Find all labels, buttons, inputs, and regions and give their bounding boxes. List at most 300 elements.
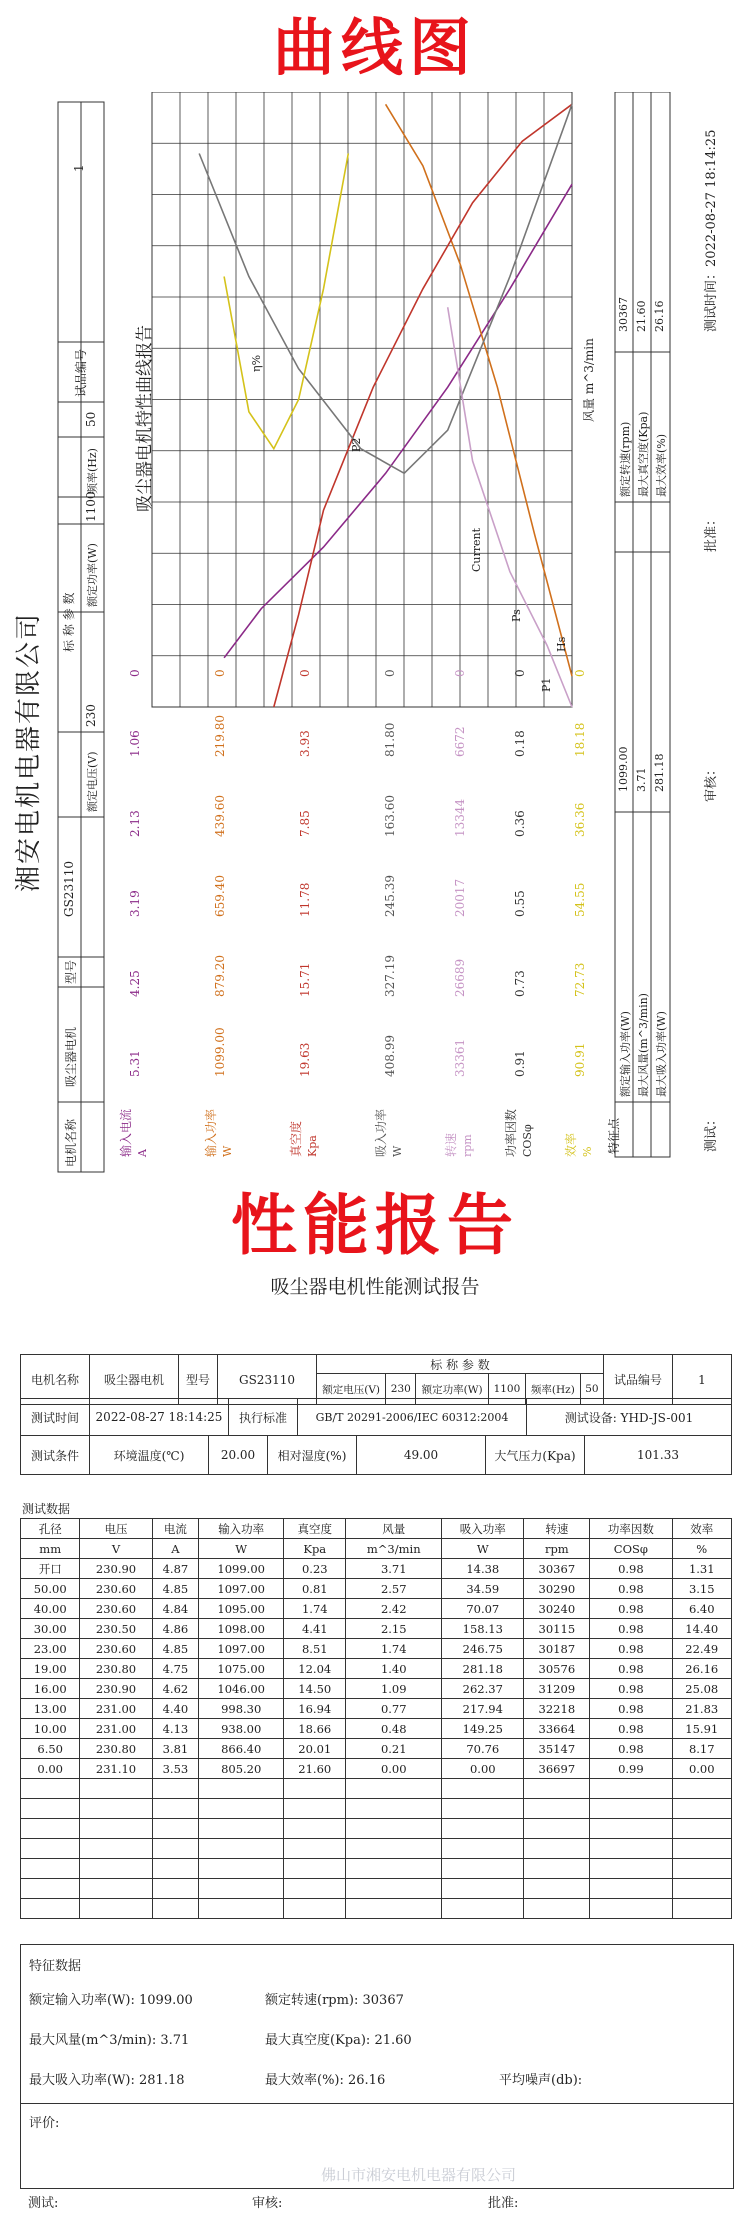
label-rated-power: 额定功率(W) xyxy=(86,543,99,607)
table-row xyxy=(21,1679,732,1699)
empty-cell xyxy=(199,1799,284,1819)
label-humidity: 相对湿度(%) xyxy=(268,1436,357,1475)
table-cell: 0.23 xyxy=(284,1559,346,1579)
col-unit: W xyxy=(199,1539,284,1559)
col-header: 电流 xyxy=(152,1519,199,1539)
curve-cell: 0 xyxy=(128,669,142,677)
curve-cell: 219.80 xyxy=(213,715,227,757)
label-condition: 测试条件 xyxy=(21,1436,90,1475)
table-cell: 50.00 xyxy=(21,1579,80,1599)
table-cell: 0.21 xyxy=(346,1739,442,1759)
empty-row xyxy=(21,1879,732,1899)
empty-cell xyxy=(524,1799,590,1819)
table-cell: 230.50 xyxy=(80,1619,152,1639)
table-cell: 1.74 xyxy=(284,1599,346,1619)
label-ambient: 环境温度(℃) xyxy=(90,1436,209,1475)
curve-cell: 3.93 xyxy=(298,730,312,757)
table-cell: 15.91 xyxy=(672,1719,731,1739)
table-cell: 40.00 xyxy=(21,1599,80,1619)
curve-cell: 163.60 xyxy=(383,795,397,837)
value-model: GS23110 xyxy=(62,861,76,917)
curve-cell: 879.20 xyxy=(213,955,227,997)
curve-cell: 0 xyxy=(513,669,527,677)
curve-cell: 11.78 xyxy=(298,882,312,917)
curve-label-ps: Ps xyxy=(510,609,523,622)
col-unit: COSφ xyxy=(590,1539,672,1559)
empty-cell xyxy=(284,1819,346,1839)
curve-cell: 36.36 xyxy=(573,802,587,837)
feature-value: 281.18 xyxy=(653,753,666,792)
table-cell: 217.94 xyxy=(442,1699,524,1719)
empty-row xyxy=(21,1859,732,1879)
feature-noise: 平均噪声(db): xyxy=(499,2073,583,2088)
feature-value: 1099.00 xyxy=(617,746,630,792)
curve-cell: 2.13 xyxy=(128,810,142,837)
test-data-table xyxy=(20,1518,732,1919)
col-unit: W xyxy=(442,1539,524,1559)
feature-rated-speed: 额定转速(rpm): 30367 xyxy=(265,1993,404,2008)
feature-value: 30367 xyxy=(617,297,630,332)
empty-cell xyxy=(442,1819,524,1839)
table-cell: 33664 xyxy=(524,1719,590,1739)
empty-cell xyxy=(80,1819,152,1839)
empty-cell xyxy=(152,1879,199,1899)
table-cell: 30240 xyxy=(524,1599,590,1619)
table-cell: 30367 xyxy=(524,1559,590,1579)
table-cell: 31209 xyxy=(524,1679,590,1699)
table-row xyxy=(21,1759,732,1779)
empty-cell xyxy=(21,1819,80,1839)
col-unit: Kpa xyxy=(284,1539,346,1559)
empty-cell xyxy=(672,1839,731,1859)
curve-col-unit: % xyxy=(581,1146,594,1157)
curve-label-eta: η% xyxy=(250,354,263,372)
table-cell: 25.08 xyxy=(672,1679,731,1699)
label-rated-voltage: 额定电压(V) xyxy=(86,751,99,812)
curve-P1 xyxy=(448,307,572,707)
value-humidity: 49.00 xyxy=(357,1436,486,1475)
curve-cell: 0 xyxy=(213,669,227,677)
table-cell: 149.25 xyxy=(442,1719,524,1739)
test-data-label: 测试数据 xyxy=(22,1502,71,1516)
table-cell: 32218 xyxy=(524,1699,590,1719)
table-cell: 230.80 xyxy=(80,1739,152,1759)
table-cell: 8.17 xyxy=(672,1739,731,1759)
table-cell: 230.60 xyxy=(80,1639,152,1659)
curve-col-header: 吸入功率 xyxy=(374,1108,388,1157)
table-row xyxy=(21,1579,732,1599)
curve-cell: 1.06 xyxy=(128,730,142,757)
table-cell: 2.57 xyxy=(346,1579,442,1599)
curve-cell: 327.19 xyxy=(383,955,397,997)
curve-col-header: 效率 xyxy=(564,1132,578,1157)
x-axis-label: 风量 m^3/min xyxy=(582,338,596,422)
curve-col-header: 真空度 xyxy=(289,1120,303,1157)
table-cell: 4.40 xyxy=(152,1699,199,1719)
table-cell: 16.00 xyxy=(21,1679,80,1699)
table-cell: 0.98 xyxy=(590,1699,672,1719)
empty-cell xyxy=(21,1799,80,1819)
empty-cell xyxy=(672,1899,731,1919)
table-cell: 34.59 xyxy=(442,1579,524,1599)
curve-col-header: 功率因数 xyxy=(504,1108,518,1157)
curve-col-unit: Kpa xyxy=(306,1135,319,1157)
empty-cell xyxy=(21,1879,80,1899)
empty-cell xyxy=(284,1779,346,1799)
curve-cell: 54.55 xyxy=(573,882,587,917)
table-cell: 0.98 xyxy=(590,1719,672,1739)
table-cell: 230.80 xyxy=(80,1659,152,1679)
curve-col-unit: W xyxy=(391,1145,404,1157)
table-cell: 10.00 xyxy=(21,1719,80,1739)
table-cell: 866.40 xyxy=(199,1739,284,1759)
empty-row xyxy=(21,1899,732,1919)
table-cell: 998.30 xyxy=(199,1699,284,1719)
table-cell: 231.00 xyxy=(80,1699,152,1719)
comment-label: 评价: xyxy=(29,2116,60,2131)
label-sample-no: 试品编号 xyxy=(604,1355,673,1405)
empty-cell xyxy=(590,1799,672,1819)
value-device: 测试设备: YHD-JS-001 xyxy=(527,1399,732,1436)
curve-Current xyxy=(224,184,572,658)
label-model: 型号 xyxy=(179,1355,218,1405)
empty-cell xyxy=(284,1899,346,1919)
table-cell: 开口 xyxy=(21,1559,80,1579)
table-cell: 2.42 xyxy=(346,1599,442,1619)
feature-label: 额定输入功率(W) xyxy=(619,1011,632,1097)
curve-cell: 0 xyxy=(453,669,467,677)
comment-box xyxy=(20,2102,734,2189)
value-test-time: 2022-08-27 18:14:25 xyxy=(90,1399,229,1436)
col-header: 转速 xyxy=(524,1519,590,1539)
table-cell: 231.00 xyxy=(80,1719,152,1739)
table-cell: 0.98 xyxy=(590,1579,672,1599)
table-cell: 35147 xyxy=(524,1739,590,1759)
col-header: 电压 xyxy=(80,1519,152,1539)
info-table-2 xyxy=(20,1398,732,1436)
report-banner: 性能报告 xyxy=(231,1187,519,1264)
table-cell: 30576 xyxy=(524,1659,590,1679)
table-cell: 0.98 xyxy=(590,1639,672,1659)
empty-cell xyxy=(21,1899,80,1919)
table-cell: 18.66 xyxy=(284,1719,346,1739)
table-cell: 0.00 xyxy=(442,1759,524,1779)
label-rated-params: 标 称 参 数 xyxy=(317,1355,604,1374)
table-cell: 246.75 xyxy=(442,1639,524,1659)
table-cell: 1046.00 xyxy=(199,1679,284,1699)
curve-cell: 5.31 xyxy=(128,1050,142,1077)
empty-cell xyxy=(346,1839,442,1859)
curve-col-header: 输入功率 xyxy=(204,1108,218,1157)
table-row xyxy=(21,1599,732,1619)
table-cell: 0.98 xyxy=(590,1679,672,1699)
curve-η% xyxy=(224,154,348,449)
curve-cell: 20017 xyxy=(453,878,467,917)
curve-label-p2: P2 xyxy=(350,437,363,452)
empty-cell xyxy=(590,1839,672,1859)
empty-cell xyxy=(21,1839,80,1859)
table-cell: 12.04 xyxy=(284,1659,346,1679)
col-header: 真空度 xyxy=(284,1519,346,1539)
table-cell: 3.71 xyxy=(346,1559,442,1579)
table-cell: 70.76 xyxy=(442,1739,524,1759)
table-cell: 0.99 xyxy=(590,1759,672,1779)
empty-row xyxy=(21,1839,732,1859)
table-cell: 1098.00 xyxy=(199,1619,284,1639)
empty-row xyxy=(21,1779,732,1799)
table-cell: 1097.00 xyxy=(199,1579,284,1599)
curve-label-current: Current xyxy=(470,527,483,572)
empty-cell xyxy=(524,1839,590,1859)
empty-cell xyxy=(80,1879,152,1899)
col-unit: m^3/min xyxy=(346,1539,442,1559)
empty-cell xyxy=(672,1799,731,1819)
table-cell: 2.15 xyxy=(346,1619,442,1639)
table-cell: 4.87 xyxy=(152,1559,199,1579)
empty-cell xyxy=(199,1819,284,1839)
table-row xyxy=(21,1619,732,1639)
curve-cell: 0 xyxy=(573,669,587,677)
curve-cell: 90.91 xyxy=(573,1042,587,1077)
col-unit: A xyxy=(152,1539,199,1559)
empty-cell xyxy=(672,1819,731,1839)
empty-cell xyxy=(21,1779,80,1799)
table-cell: 14.40 xyxy=(672,1619,731,1639)
table-cell: 1097.00 xyxy=(199,1639,284,1659)
table-cell: 262.37 xyxy=(442,1679,524,1699)
table-cell: 30187 xyxy=(524,1639,590,1659)
label-standard: 执行标准 xyxy=(229,1399,298,1436)
table-cell: 16.94 xyxy=(284,1699,346,1719)
col-header: 孔径 xyxy=(21,1519,80,1539)
label-pressure: 大气压力(Kpa) xyxy=(486,1436,585,1475)
curve-cell: 7.85 xyxy=(298,810,312,837)
curve-cell: 439.60 xyxy=(213,795,227,837)
empty-cell xyxy=(80,1779,152,1799)
curve-cell: 33361 xyxy=(453,1038,467,1077)
curve-cell: 408.99 xyxy=(383,1035,397,1077)
sign-test: 测试： xyxy=(704,1112,719,1152)
curve-label-p1: P1 xyxy=(540,677,553,692)
table-cell: 230.60 xyxy=(80,1599,152,1619)
table-cell: 19.00 xyxy=(21,1659,80,1679)
value-model: GS23110 xyxy=(218,1355,317,1405)
feature-data-box xyxy=(20,1944,734,2104)
table-cell: 3.53 xyxy=(152,1759,199,1779)
curve-cell: 0.73 xyxy=(513,970,527,997)
feature-label: 额定转速(rpm) xyxy=(619,421,632,497)
value-sample-no: 1 xyxy=(673,1355,732,1405)
empty-cell xyxy=(152,1899,199,1919)
col-header: 功率因数 xyxy=(590,1519,672,1539)
chart-title: 吸尘器电机特性曲线报告 xyxy=(135,325,155,512)
col-unit: rpm xyxy=(524,1539,590,1559)
table-cell: 4.41 xyxy=(284,1619,346,1639)
empty-cell xyxy=(590,1899,672,1919)
sign-review: 审核： xyxy=(704,762,719,802)
empty-cell xyxy=(80,1899,152,1919)
empty-cell xyxy=(524,1859,590,1879)
table-cell: 1.74 xyxy=(346,1639,442,1659)
curve-cell: 6672 xyxy=(453,726,467,757)
label-freq: 频率(Hz) xyxy=(525,1374,580,1405)
table-cell: 230.90 xyxy=(80,1679,152,1699)
table-cell: 0.00 xyxy=(21,1759,80,1779)
table-cell: 20.01 xyxy=(284,1739,346,1759)
curve-col-unit: COSφ xyxy=(521,1124,534,1157)
table-cell: 14.50 xyxy=(284,1679,346,1699)
curve-cell: 4.25 xyxy=(128,970,142,997)
label-sample-no: 试品编号 xyxy=(74,348,88,397)
table-cell: 4.62 xyxy=(152,1679,199,1699)
feature-title: 特征数据 xyxy=(29,1959,82,1974)
feature-label: 最大真空度(Kpa) xyxy=(637,411,650,497)
curve-col-header: 输入电流 xyxy=(119,1108,133,1157)
empty-cell xyxy=(590,1859,672,1879)
empty-cell xyxy=(524,1899,590,1919)
empty-cell xyxy=(199,1839,284,1859)
table-row xyxy=(21,1739,732,1759)
table-cell: 3.15 xyxy=(672,1579,731,1599)
empty-cell xyxy=(80,1799,152,1819)
report-sign-approve: 批准: xyxy=(488,2196,519,2211)
table-cell: 805.20 xyxy=(199,1759,284,1779)
table-cell: 4.85 xyxy=(152,1579,199,1599)
col-header: 风量 xyxy=(346,1519,442,1539)
report-watermark: 佛山市湘安电机电器有限公司 xyxy=(321,2166,517,2184)
feature-point-label: 特征点 xyxy=(607,1117,621,1154)
table-cell: 281.18 xyxy=(442,1659,524,1679)
table-cell: 938.00 xyxy=(199,1719,284,1739)
empty-cell xyxy=(442,1799,524,1819)
curve-cell: 0 xyxy=(298,669,312,677)
report-sign-review: 审核: xyxy=(252,2196,283,2211)
curve-cell: 0.36 xyxy=(513,810,527,837)
empty-cell xyxy=(80,1859,152,1879)
table-row xyxy=(21,1659,732,1679)
curve-cell: 81.80 xyxy=(383,722,397,757)
feature-label: 最大效率(%) xyxy=(655,433,668,497)
feature-max-flow: 最大风量(m^3/min): 3.71 xyxy=(29,2033,190,2048)
report-title: 吸尘器电机性能测试报告 xyxy=(270,1276,480,1298)
table-cell: 230.60 xyxy=(80,1579,152,1599)
table-cell: 0.77 xyxy=(346,1699,442,1719)
sign-test-time: 测试时间：2022-08-27 18:14:25 xyxy=(704,129,719,332)
curve-cell: 0.18 xyxy=(513,730,527,757)
curve-cell: 0.91 xyxy=(513,1050,527,1077)
empty-cell xyxy=(21,1859,80,1879)
empty-cell xyxy=(284,1839,346,1859)
curve-cell: 1099.00 xyxy=(213,1027,227,1077)
feature-value: 26.16 xyxy=(653,300,666,332)
curve-label-hs: Hs xyxy=(555,636,568,652)
table-cell: 4.13 xyxy=(152,1719,199,1739)
feature-value: 21.60 xyxy=(635,300,648,332)
col-unit: V xyxy=(80,1539,152,1559)
table-cell: 13.00 xyxy=(21,1699,80,1719)
empty-cell xyxy=(442,1879,524,1899)
table-cell: 1.40 xyxy=(346,1659,442,1679)
empty-cell xyxy=(442,1839,524,1859)
value-rated-voltage: 230 xyxy=(386,1374,416,1405)
empty-cell xyxy=(346,1859,442,1879)
table-cell: 6.40 xyxy=(672,1599,731,1619)
label-rated-params: 标 称 参 数 xyxy=(62,592,76,652)
curve-col-header: 转速 xyxy=(444,1132,458,1157)
empty-row xyxy=(21,1799,732,1819)
curve-col-unit: rpm xyxy=(461,1134,474,1157)
curve-cell: 72.73 xyxy=(573,962,587,997)
table-cell: 0.48 xyxy=(346,1719,442,1739)
table-cell: 21.60 xyxy=(284,1759,346,1779)
table-cell: 0.00 xyxy=(346,1759,442,1779)
empty-cell xyxy=(346,1899,442,1919)
empty-cell xyxy=(346,1879,442,1899)
empty-cell xyxy=(442,1779,524,1799)
feature-value: 3.71 xyxy=(635,767,648,792)
table-cell: 8.51 xyxy=(284,1639,346,1659)
empty-cell xyxy=(152,1779,199,1799)
empty-cell xyxy=(442,1899,524,1919)
feature-label: 最大吸入功率(W) xyxy=(655,1011,668,1097)
table-cell: 21.83 xyxy=(672,1699,731,1719)
table-cell: 6.50 xyxy=(21,1739,80,1759)
table-cell: 1075.00 xyxy=(199,1659,284,1679)
value-motor-name: 吸尘器电机 xyxy=(64,1026,78,1087)
table-cell: 0.00 xyxy=(672,1759,731,1779)
curve-cell: 3.19 xyxy=(128,890,142,917)
value-freq: 50 xyxy=(84,411,98,427)
label-freq: 频率(Hz) xyxy=(86,448,99,494)
value-ambient: 20.00 xyxy=(209,1436,268,1475)
curve-cell: 0 xyxy=(383,669,397,677)
empty-cell xyxy=(442,1859,524,1879)
table-cell: 1.09 xyxy=(346,1679,442,1699)
label-motor-name: 电机名称 xyxy=(64,1118,78,1167)
curve-cell: 13344 xyxy=(453,798,467,837)
curve-cell: 19.63 xyxy=(298,1042,312,1077)
label-model: 型号 xyxy=(64,959,78,984)
table-cell: 23.00 xyxy=(21,1639,80,1659)
table-cell: 0.98 xyxy=(590,1599,672,1619)
col-header: 输入功率 xyxy=(199,1519,284,1539)
feature-max-suction: 最大吸入功率(W): 281.18 xyxy=(29,2073,185,2088)
table-cell: 3.81 xyxy=(152,1739,199,1759)
feature-label: 最大风量(m^3/min) xyxy=(637,993,650,1097)
empty-cell xyxy=(199,1899,284,1919)
empty-cell xyxy=(152,1859,199,1879)
empty-cell xyxy=(672,1779,731,1799)
table-row xyxy=(21,1639,732,1659)
label-test-time: 测试时间 xyxy=(21,1399,90,1436)
label-rated-power: 额定功率(W) xyxy=(416,1374,489,1405)
table-cell: 4.75 xyxy=(152,1659,199,1679)
label-rated-voltage: 额定电压(V) xyxy=(317,1374,386,1405)
empty-cell xyxy=(590,1819,672,1839)
table-cell: 36697 xyxy=(524,1759,590,1779)
curve-cell: 245.39 xyxy=(383,875,397,917)
table-cell: 4.86 xyxy=(152,1619,199,1639)
table-cell: 0.81 xyxy=(284,1579,346,1599)
empty-cell xyxy=(590,1779,672,1799)
table-row xyxy=(21,1699,732,1719)
table-row xyxy=(21,1559,732,1579)
table-cell: 0.98 xyxy=(590,1619,672,1639)
table-cell: 1099.00 xyxy=(199,1559,284,1579)
value-motor-name: 吸尘器电机 xyxy=(90,1355,179,1405)
feature-max-vacuum: 最大真空度(Kpa): 21.60 xyxy=(265,2033,412,2048)
value-freq: 50 xyxy=(580,1374,603,1405)
